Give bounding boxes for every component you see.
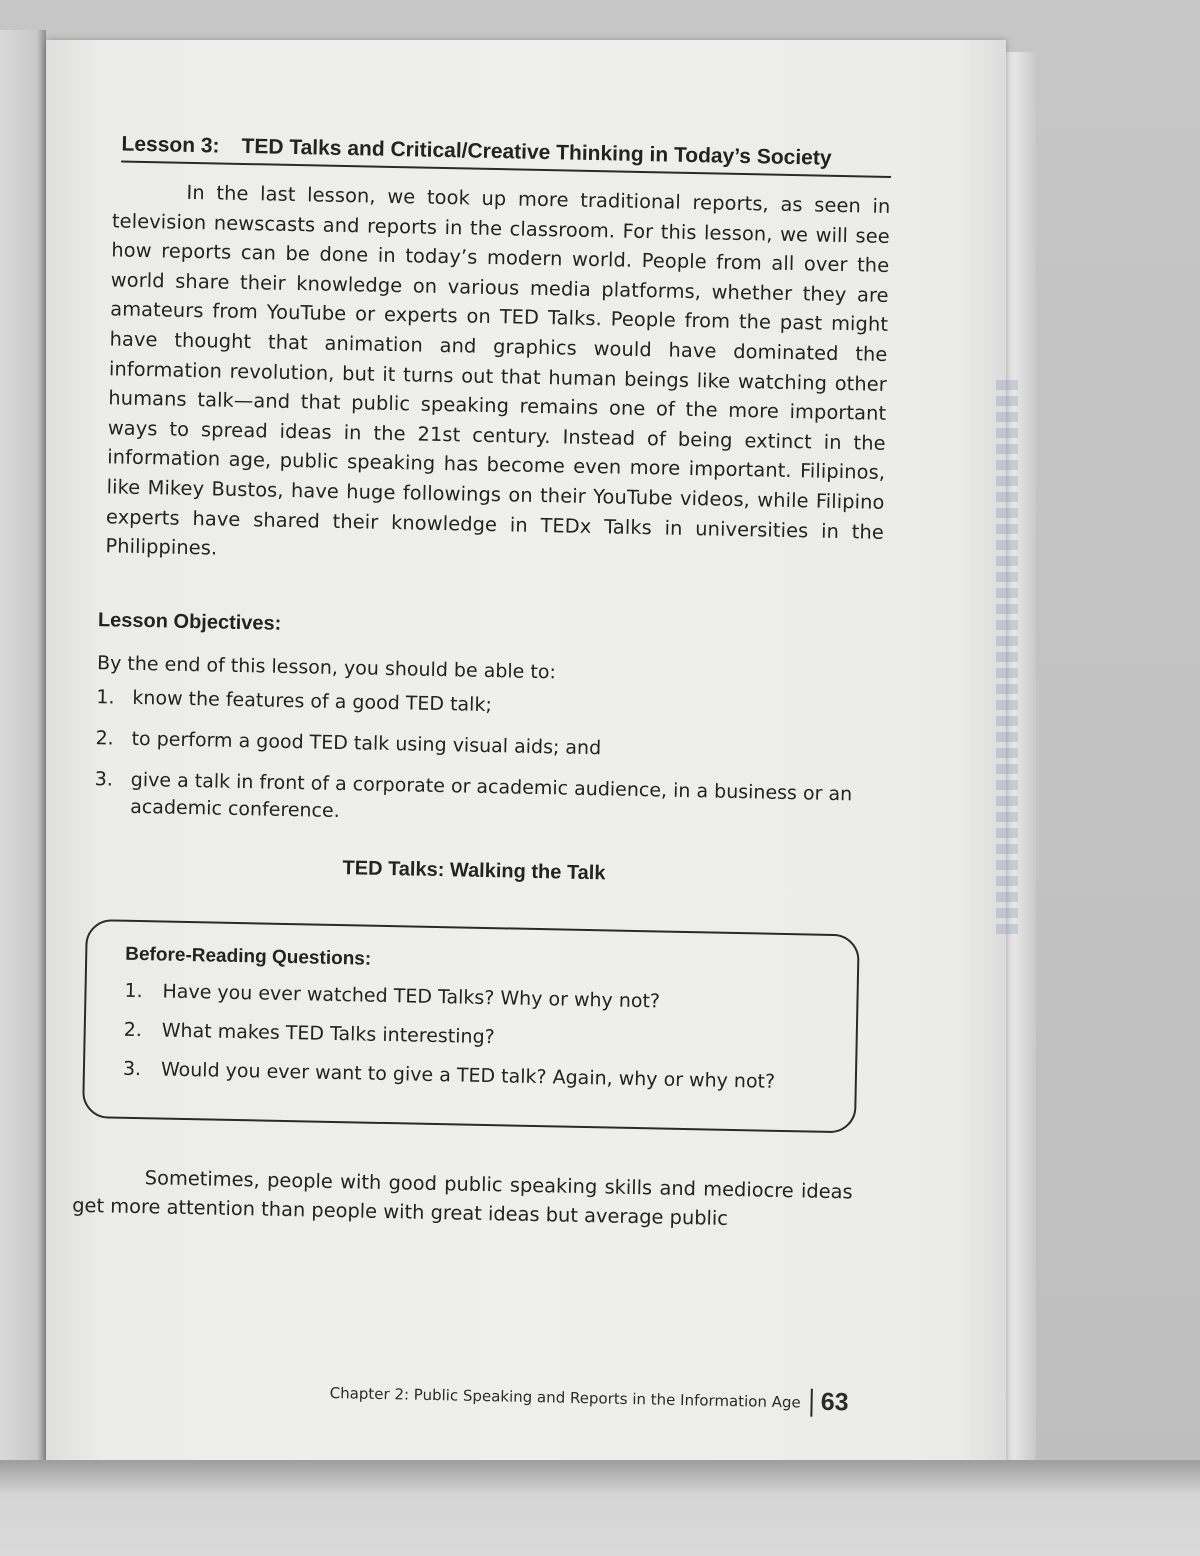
- scanner-shadow: [0, 1460, 1200, 1556]
- question-item: [123, 1055, 821, 1096]
- objective-text: to perform a good TED talk using visual aids; and: [131, 727, 602, 759]
- lesson-number: Lesson 3:: [121, 132, 220, 158]
- objectives-lead: By the end of this lesson, you should be able to:: [96, 651, 557, 684]
- section-heading: TED Talks: Walking the Talk: [342, 856, 606, 885]
- page-number: 63: [820, 1387, 849, 1417]
- objective-item: [96, 684, 862, 726]
- before-reading-box: [82, 919, 860, 1133]
- before-reading-list: [123, 977, 857, 1097]
- question-item: [123, 1016, 821, 1057]
- question-number: 2.: [123, 1018, 143, 1041]
- closing-paragraph: Sometimes, people with good public speaking skills and mediocre ideas get more attention than people with great ideas but average public: [71, 1165, 853, 1230]
- facing-page-edge: [0, 30, 46, 1470]
- question-item: [124, 977, 822, 1018]
- footer-divider: [810, 1388, 813, 1416]
- objective-text: know the features of a good TED talk;: [132, 686, 493, 716]
- bleed-through-spine: [992, 380, 1022, 940]
- lesson-title: [121, 133, 891, 178]
- objectives-heading: Lesson Objectives:: [97, 608, 282, 635]
- footer-chapter: Chapter 2: Public Speaking and Reports in the Information Age: [329, 1383, 801, 1411]
- before-reading-heading: Before-Reading Questions:: [125, 943, 372, 970]
- page-content: [71, 120, 896, 1236]
- question-number: 1.: [124, 979, 143, 1002]
- lesson-title-text: TED Talks and Critical/Creative Thinking in Today’s Society: [241, 134, 832, 170]
- objective-text: give a talk in front of a corporate or academic audience, in a business or an academic conference.: [130, 768, 853, 822]
- objective-number: 1.: [96, 685, 115, 709]
- objective-number: 2.: [95, 726, 114, 750]
- question-text: Would you ever want to give a TED talk? Again, why or why not?: [160, 1058, 776, 1093]
- objective-item: [94, 766, 861, 835]
- question-number: 3.: [122, 1057, 142, 1080]
- intro-paragraph: In the last lesson, we took up more traditional reports, as seen in television newscasts and reports in the classroom. For this lesson, we will see how reports can be done in today’s modern world. People from all over the world share their knowledge on various media platforms, whether they are amateurs from YouTube or experts on TED Talks. People from the past might have thought that animation and graphics would have dominated the information revolution, but it turns out that human beings like watching other humans talk—and that public speaking remains one of the more important ways to spread ideas in the 21st century. Instead of being extinct in the information age, public speaking has become even more important. Filipinos, like Mikey Bustos, have huge followings on their YouTube videos, while Filipino experts have shared their knowledge in TEDx Talks in universities in the Philippines.: [105, 180, 891, 560]
- objective-item: [95, 725, 861, 767]
- question-text: What makes TED Talks interesting?: [161, 1019, 495, 1048]
- question-text: Have you ever watched TED Talks? Why or why not?: [162, 980, 661, 1013]
- objectives-list: [94, 684, 885, 836]
- objective-number: 3.: [94, 767, 114, 791]
